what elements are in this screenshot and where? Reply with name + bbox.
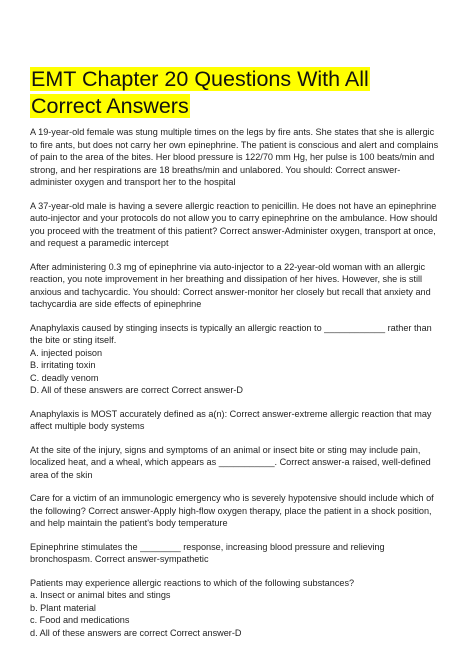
question-answer-6: At the site of the injury, signs and symptoms of an animal or insect bite or sting may include pain, localized heat, and a wheal, which appears as ___________. Correct answer-a raised, well-defined area of the skin [30,444,431,480]
question-answer-2: A 37-year-old male is having a severe allergic reaction to penicillin. He does not have an epinephrine auto-injector and your protocols do not allow you to carry epinephrine on the ambulance. How should you proceed with the treatment of this patient? Correct answer-Administer oxygen, transport at once, and request a paramedic intercept [30,200,438,248]
highlighted-title-text: EMT Chapter 20 Questions With All Correct Answers [31,67,369,118]
question-answer-1: A 19-year-old female was stung multiple times on the legs by fire ants. She states that she is allergic to fire ants, but does not carry her own epinephrine. The patient is conscious and alert and complains of pain to the area of the bites. Her blood pressure is 122/70 mm Hg, her pulse is 100 beats/min and strong, and her respirations are 18 breaths/min and unlabored. You should: Correct answer-administer oxygen and transport her to the hospital [30,127,439,187]
question-answer-8: Epinephrine stimulates the ________ response, increasing blood pressure and relieving bronchospasm. Correct answer-sympathetic [30,541,385,564]
question-answer-5: Anaphylaxis is MOST accurately defined as a(n): Correct answer-extreme allergic reaction that may affect multiple body systems [30,408,432,431]
question-answer-7: Care for a victim of an immunologic emergency who is severely hypotensive should include which of the following? Correct answer-Apply high-flow oxygen therapy, place the patient in a shock position, and help maintain the patient's body temperature [30,493,434,528]
question-answer-9: Patients may experience allergic reactions to which of the following substances? a. Insect or animal bites and stings b. Plant material c. Food and medications d. All of these answers are correct Correct answer-D [30,577,355,638]
document-title [30,66,442,120]
document-content [30,66,442,650]
question-answer-3: After administering 0.3 mg of epinephrine via auto-injector to a 22-year-old woman with an allergic reaction, you note improvement in her breathing and dissipation of her hives. However, she is still anxious and tachycardic. You should: Correct answer-monitor her closely but recall that anxiety and tachycardia are side effects of epinephrine [30,261,431,309]
question-answer-4: Anaphylaxis caused by stinging insects is typically an allergic reaction to ____________ rather than the bite or sting itself. A. injected poison B. irritating toxin C. deadly venom D. All of these answers are correct Correct answer-D [30,322,432,395]
